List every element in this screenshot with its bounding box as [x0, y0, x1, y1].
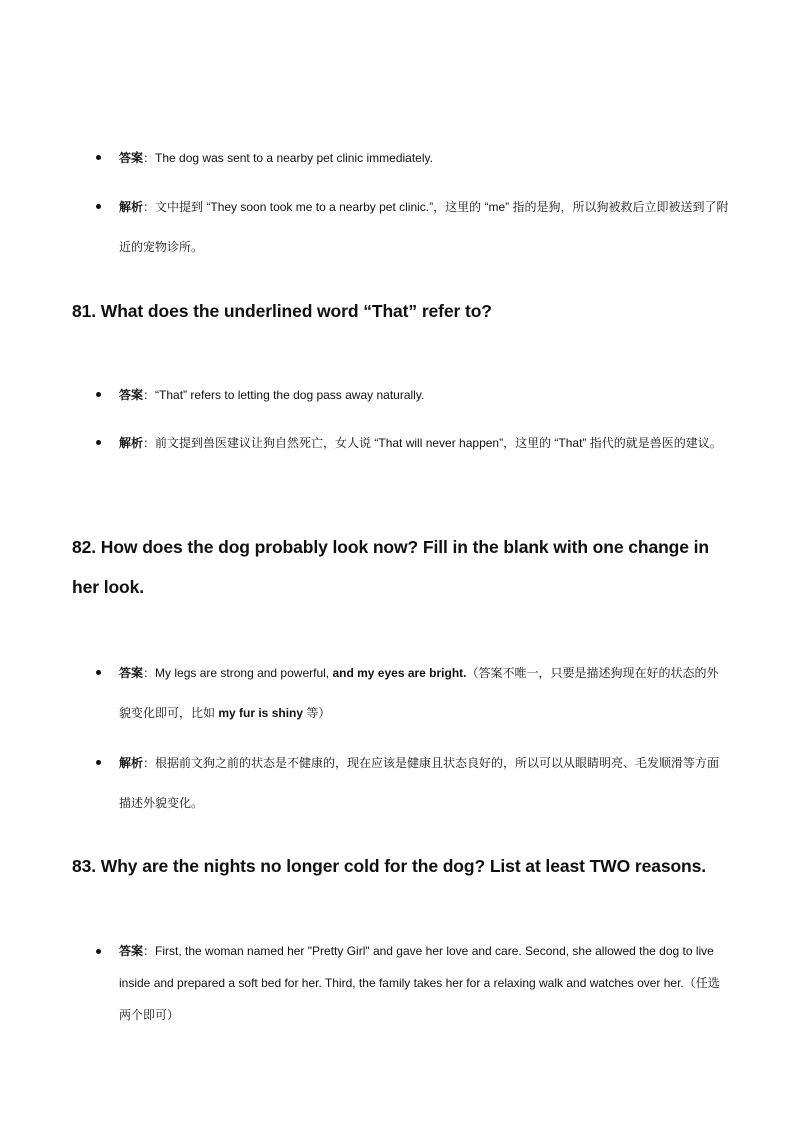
q82-analysis-item	[119, 743, 729, 823]
answer-sep: ：	[143, 666, 156, 680]
question-83-heading: 83. Why are the nights no longer cold for the dog? List at least TWO reasons.	[72, 856, 707, 876]
question-82-heading: 82. How does the dog probably look now? Fill in the blank with one change in her look.	[72, 537, 710, 597]
answer-sep: ：	[143, 944, 156, 958]
answer-label: 答案	[119, 666, 144, 680]
answer-label: 答案	[119, 151, 144, 165]
answer-label: 答案	[119, 388, 144, 402]
answer-sep: ：	[143, 151, 156, 165]
answer-text: The dog was sent to a nearby pet clinic immediately.	[155, 151, 433, 165]
q81-analysis-item	[119, 423, 729, 463]
q81-answer-item	[119, 375, 729, 415]
analysis-text: 文中提到 “They soon took me to a nearby pet clinic.”，这里的 “me” 指的是狗，所以狗被救后立即被送到了附近的宠物诊所。	[119, 200, 729, 254]
answer-example-bold: my fur is shiny	[218, 706, 304, 720]
analysis-label: 解析	[119, 436, 144, 450]
analysis-label: 解析	[119, 756, 144, 770]
answer-note-end: 等）	[303, 706, 331, 720]
answer-text: My legs are strong and powerful,	[155, 666, 330, 680]
answer-label: 答案	[119, 944, 144, 958]
q82-answer-item	[119, 653, 729, 733]
q80-analysis-item	[119, 187, 729, 267]
answer-text: “That” refers to letting the dog pass away naturally.	[155, 388, 425, 402]
question-81-heading: 81. What does the underlined word “That” refer to?	[72, 301, 492, 321]
answer-sep: ：	[143, 388, 156, 402]
answer-text: First, the woman named her "Pretty Girl" and gave her love and care. Second, she allowed the dog to live inside and prepared a soft bed for her. Third, the family takes her for a relaxing walk and watches over her.（任选两个即可）	[119, 944, 720, 1022]
answer-note: （答案不唯一，只要是描述狗现在好的状态的外貌变化即可，比如	[119, 666, 719, 720]
analysis-sep: ：	[143, 756, 156, 770]
analysis-text: 根据前文狗之前的状态是不健康的，现在应该是健康且状态良好的，所以可以从眼睛明亮、毛发顺滑等方面描述外貌变化。	[119, 756, 720, 810]
analysis-text: 前文提到兽医建议让狗自然死亡，女人说 “That will never happen”，这里的 “That” 指代的就是兽医的建议。	[155, 436, 722, 450]
q80-answer-item	[119, 138, 729, 178]
analysis-sep: ：	[143, 200, 156, 214]
analysis-label: 解析	[119, 200, 144, 214]
q83-answer-item	[119, 935, 729, 1031]
analysis-sep: ：	[143, 436, 156, 450]
answer-text-bold: and my eyes are bright.	[329, 666, 467, 680]
